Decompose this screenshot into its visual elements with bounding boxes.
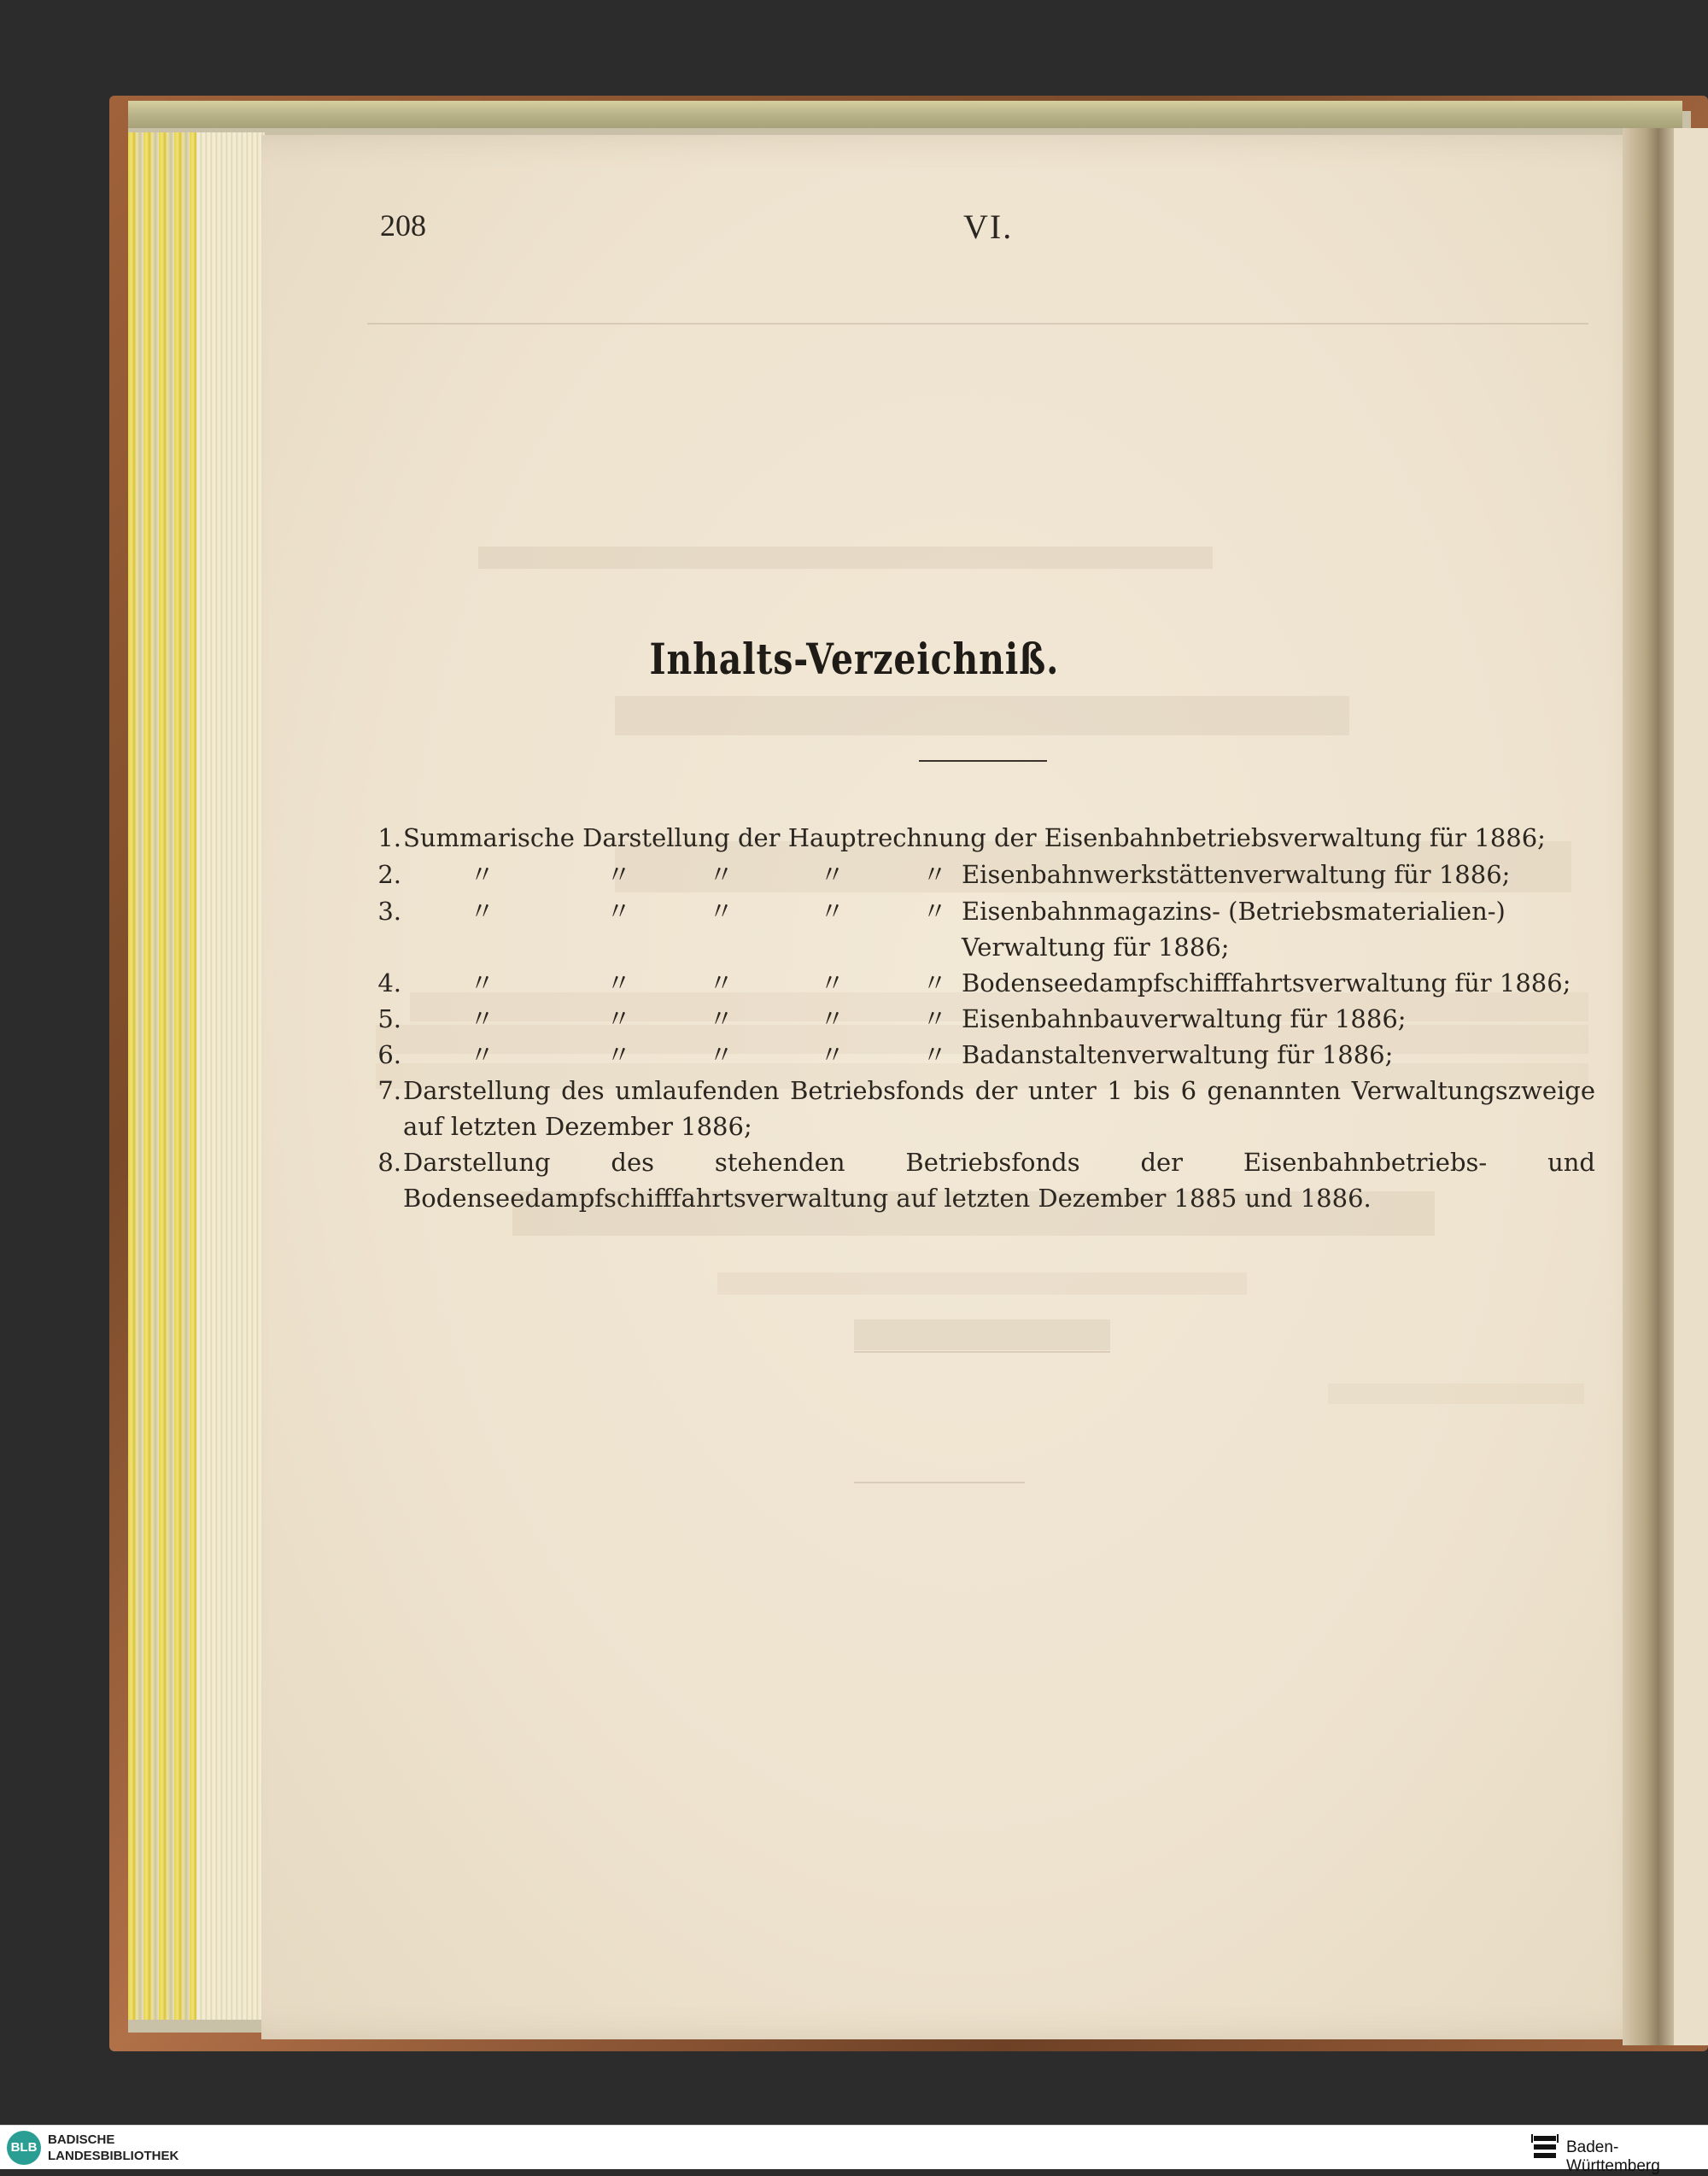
library-logo[interactable]: BLB bbox=[7, 2131, 41, 2165]
entry-number: 8. bbox=[377, 1148, 401, 1177]
entry-number: 4. bbox=[377, 968, 401, 997]
ditto-mark: 〃 bbox=[470, 860, 495, 889]
ditto-mark: 〃 bbox=[606, 1040, 632, 1069]
ditto-mark: 〃 bbox=[820, 1004, 845, 1033]
entry-number: 6. bbox=[377, 1040, 401, 1069]
ditto-mark: 〃 bbox=[470, 1004, 495, 1033]
ditto-mark: 〃 bbox=[922, 860, 948, 889]
ditto-mark: 〃 bbox=[709, 1040, 734, 1069]
ditto-mark: 〃 bbox=[709, 897, 734, 926]
ditto-mark: 〃 bbox=[820, 1040, 845, 1069]
state-name[interactable]: Baden-Württemberg bbox=[1566, 2138, 1660, 2175]
ditto-mark: 〃 bbox=[820, 968, 845, 997]
bleed-through-mark bbox=[1328, 1383, 1584, 1404]
ditto-mark: 〃 bbox=[922, 1004, 948, 1033]
ditto-mark: 〃 bbox=[606, 1004, 632, 1033]
ditto-mark: 〃 bbox=[922, 1040, 948, 1069]
entry-text: Darstellung des stehenden Betriebsfonds der Eisenbahnbetriebs- und Bodenseedampfschifffahrtsverwaltung auf letzten Dezember 1885 und 1886. bbox=[403, 1148, 1595, 1213]
toc-entry-1 bbox=[367, 820, 1597, 856]
page-number: 208 bbox=[380, 208, 426, 243]
toc-entry-2 bbox=[367, 857, 1597, 892]
page-edge-light bbox=[196, 132, 265, 2020]
bleed-through-mark bbox=[478, 547, 1213, 569]
bleed-through-mark bbox=[615, 696, 1349, 735]
state-coat-of-arms-icon bbox=[1529, 2131, 1561, 2165]
entry-text: Summarische Darstellung der Hauptrechnung der Eisenbahnbetriebsverwaltung für 1886; bbox=[403, 823, 1546, 852]
library-name[interactable] bbox=[48, 2132, 178, 2164]
entry-text: Eisenbahnwerkstättenverwaltung für 1886; bbox=[962, 860, 1511, 889]
entry-text: Badanstaltenverwaltung für 1886; bbox=[962, 1040, 1394, 1069]
toc-entry-4 bbox=[367, 965, 1597, 1001]
ditto-mark: 〃 bbox=[470, 968, 495, 997]
entry-text: Eisenbahnmagazins- (Betriebsmaterialien-) Verwaltung für 1886; bbox=[962, 897, 1506, 962]
bleed-through-mark bbox=[367, 323, 1588, 325]
book-gutter bbox=[1623, 128, 1674, 2045]
toc-entry-3 bbox=[367, 893, 1597, 965]
toc-entry-5 bbox=[367, 1001, 1597, 1037]
toc-entry-7 bbox=[367, 1073, 1597, 1144]
ditto-mark: 〃 bbox=[922, 897, 948, 926]
toc-entry-6 bbox=[367, 1037, 1597, 1073]
library-name-line2: LANDESBIBLIOTHEK bbox=[48, 2149, 179, 2163]
entry-number: 1. bbox=[377, 823, 401, 852]
ditto-mark: 〃 bbox=[606, 968, 632, 997]
entry-text: Bodenseedampfschifffahrtsverwaltung für 1886; bbox=[962, 968, 1571, 997]
bleed-through-mark bbox=[717, 1272, 1247, 1295]
ditto-mark: 〃 bbox=[606, 897, 632, 926]
library-name-line1: BADISCHE bbox=[48, 2132, 115, 2147]
top-edge-band bbox=[128, 101, 1682, 128]
ditto-mark: 〃 bbox=[470, 897, 495, 926]
section-numeral: VI. bbox=[963, 208, 1014, 246]
ditto-mark: 〃 bbox=[606, 860, 632, 889]
entry-number: 7. bbox=[377, 1076, 401, 1105]
ditto-mark: 〃 bbox=[709, 860, 734, 889]
bleed-through-mark bbox=[854, 1351, 1110, 1353]
bleed-through-mark bbox=[854, 1319, 1110, 1350]
toc-entry-8 bbox=[367, 1144, 1597, 1216]
entry-number: 2. bbox=[377, 860, 401, 889]
ditto-mark: 〃 bbox=[470, 1040, 495, 1069]
viewer-footer bbox=[0, 2125, 1708, 2175]
ditto-mark: 〃 bbox=[709, 968, 734, 997]
ditto-mark: 〃 bbox=[922, 968, 948, 997]
title-rule bbox=[919, 760, 1047, 762]
entry-number: 5. bbox=[377, 1004, 401, 1033]
bleed-through-mark bbox=[854, 1482, 1025, 1483]
ditto-mark: 〃 bbox=[709, 1004, 734, 1033]
ditto-mark: 〃 bbox=[820, 897, 845, 926]
entry-text: Darstellung des umlaufenden Betriebsfonds der unter 1 bis 6 genannten Verwaltungszweige auf letzten Dezember 1886; bbox=[403, 1076, 1595, 1141]
page-title: Inhalts-Verzeichniß. bbox=[649, 634, 1060, 684]
ditto-mark: 〃 bbox=[820, 860, 845, 889]
entry-number: 3. bbox=[377, 897, 401, 926]
entry-text: Eisenbahnbauverwaltung für 1886; bbox=[962, 1004, 1407, 1033]
